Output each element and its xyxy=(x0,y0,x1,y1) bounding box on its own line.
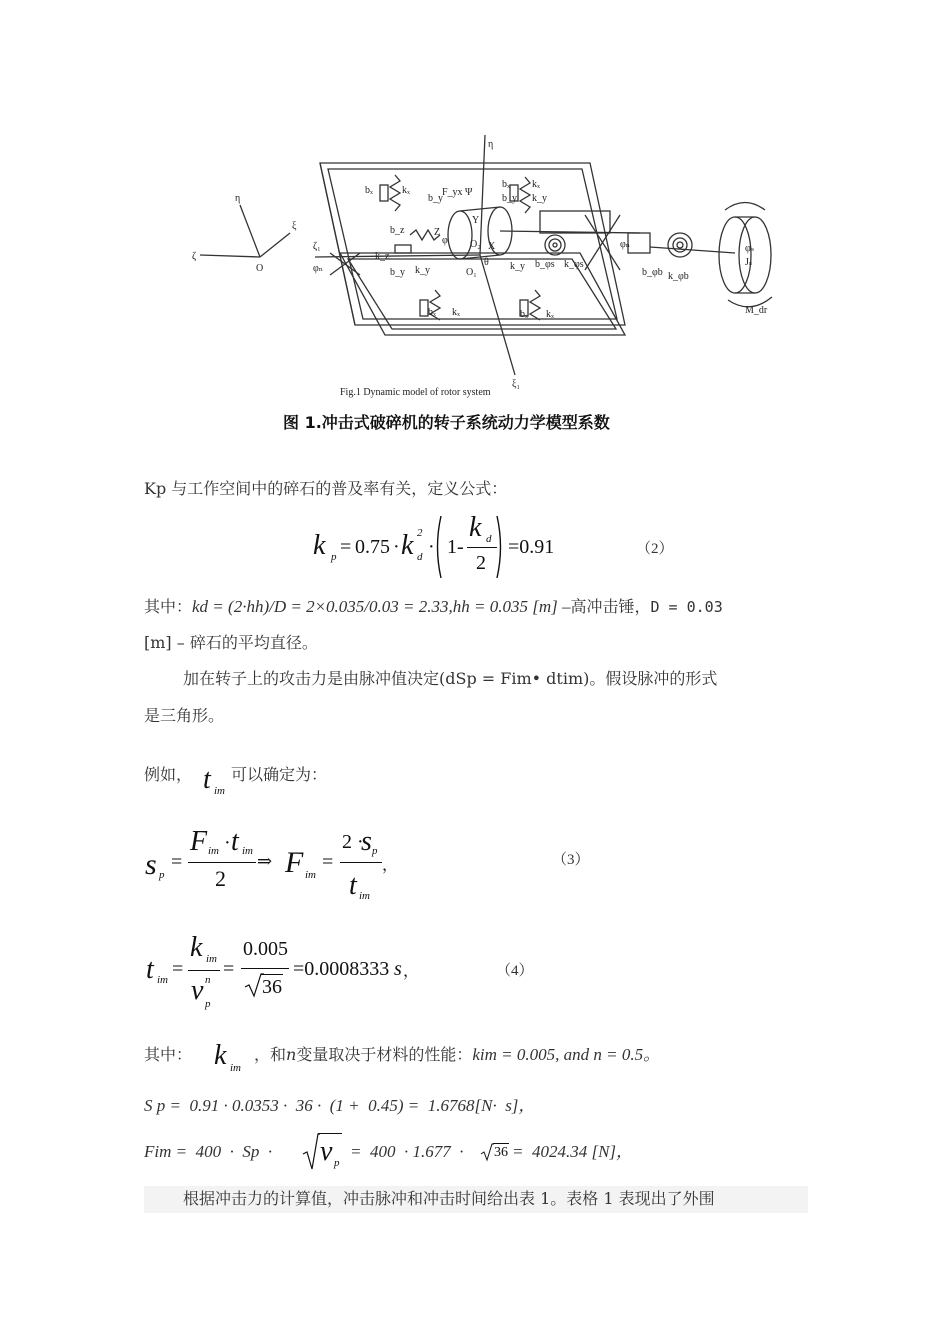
paragraph-kp-definition: Kp 与工作空间中的碎石的普及率有关，定义公式： xyxy=(144,479,508,498)
figure-cropped-caption: Fig.1 Dynamic model of rotor system xyxy=(340,387,491,398)
svg-text:ξ₁: ξ₁ xyxy=(512,379,520,390)
eq2-number: （2） xyxy=(636,541,674,557)
svg-text:kₓ: kₓ xyxy=(532,179,540,190)
para7-sqrt36-bar xyxy=(493,1143,509,1144)
svg-text:b_y: b_y xyxy=(502,193,517,204)
svg-text:ζ: ζ xyxy=(192,251,197,262)
svg-text:Jₛ: Jₛ xyxy=(745,257,753,268)
eq2-k: k xyxy=(313,530,326,561)
para5-mid: ，和 xyxy=(254,1045,287,1064)
para4-t: t xyxy=(203,764,211,795)
eq2-result: =0.91 xyxy=(508,536,555,558)
svg-text:M_dr: M_dr xyxy=(745,305,768,316)
svg-text:kₓ: kₓ xyxy=(546,309,554,320)
para5-n: n xyxy=(286,1045,297,1064)
eq4-comma: ， xyxy=(403,963,420,980)
svg-text:O₂: O₂ xyxy=(470,239,481,250)
para2-d-eq: D = 0.03 xyxy=(650,598,723,616)
paragraph-material-vars xyxy=(254,1045,660,1065)
eq3-F2-sub: im xyxy=(305,869,316,881)
eq4-eq2: = xyxy=(223,958,235,980)
eq4-result: =0.0008333 xyxy=(293,958,390,980)
paragraph-impulse-line1: 加在转子上的攻击力是由脉冲值决定(dSp = Fim• dtim)。假设脉冲的形式 xyxy=(183,669,718,688)
para7-sqrt36-sign xyxy=(480,1142,494,1162)
eq2-one-minus: 1- xyxy=(447,536,464,558)
eq4-k: k xyxy=(190,932,203,963)
para7-sqrt-bar xyxy=(318,1133,342,1134)
eq3-frac2-t: t xyxy=(349,870,357,901)
eq2-sub-p: p xyxy=(331,551,337,563)
eq2-frac-den: 2 xyxy=(476,552,486,574)
svg-text:φ: φ xyxy=(442,235,448,246)
svg-text:kₓ: kₓ xyxy=(402,185,410,196)
eq4-t: t xyxy=(146,954,154,985)
eq2-right-paren xyxy=(494,514,506,580)
eq3-dot: · xyxy=(224,832,231,854)
eq3-frac2-sub-p: p xyxy=(372,845,378,857)
para7-v-sub: p xyxy=(334,1157,340,1169)
para4-suffix: 可以确定为： xyxy=(231,765,328,784)
para2-hh-desc: 高冲击锤， xyxy=(570,597,651,616)
paragraph-where-kd xyxy=(144,597,723,617)
eq4-sqrt-sign xyxy=(244,972,264,998)
paragraph-for-example xyxy=(144,765,192,785)
eq3-F: F xyxy=(190,826,208,857)
figure-rotor-model xyxy=(180,125,780,398)
eq3-sub-p: p xyxy=(159,869,165,881)
rotor-dynamics-diagram xyxy=(180,125,780,398)
eq2-eq: = xyxy=(340,536,352,558)
eq3-eq2: = xyxy=(322,851,334,873)
eq3-t-sub: im xyxy=(242,845,253,857)
svg-text:b_y: b_y xyxy=(390,267,405,278)
svg-text:k_z: k_z xyxy=(375,251,390,262)
eq4-sqrt-bar xyxy=(261,974,283,975)
figure-caption: 图 1.冲击式破碎机的转子系统动力学模型系数 xyxy=(283,413,610,432)
svg-text:Y: Y xyxy=(472,215,480,226)
para7-prefix: Fim = 400 · Sp · xyxy=(144,1142,273,1161)
eq2-kd: k xyxy=(401,530,414,561)
eq2-coef: 0.75 xyxy=(355,536,390,558)
para7-suffix: = 4024.34 [N]， xyxy=(512,1142,634,1161)
svg-text:k_φb: k_φb xyxy=(668,271,689,282)
svg-text:X: X xyxy=(488,241,496,252)
svg-text:ζ₁: ζ₁ xyxy=(313,241,321,252)
eq4-k-sub: im xyxy=(206,953,217,965)
eq3-s: s xyxy=(145,848,157,881)
svg-text:θ: θ xyxy=(484,257,489,268)
eq2-dot: · xyxy=(393,536,400,558)
svg-text:bₓ: bₓ xyxy=(502,179,510,190)
para2-prefix: 其中： xyxy=(144,597,193,616)
svg-text:η: η xyxy=(488,139,494,150)
para5-rest: 变量取决于材料的性能： xyxy=(296,1045,473,1064)
eq3-frac2-t-sub: im xyxy=(359,890,370,902)
paragraph-where-kd-line2: [m] – 碎石的平均直径。 xyxy=(144,633,318,652)
eq3-arrow: ⇒ xyxy=(257,851,273,871)
para7-sqrt36: 36 xyxy=(494,1145,508,1160)
svg-text:b_y: b_y xyxy=(428,193,443,204)
eq3-frac2-num: 2 · xyxy=(342,831,364,853)
para2-kd-eq: kd = (2·hh)/D = 2×0.035/0.03 = 2.33, xyxy=(192,597,453,616)
para5-k: k xyxy=(214,1040,227,1071)
eq3-F2: F xyxy=(285,846,304,879)
eq3-eq1: = xyxy=(171,851,183,873)
eq3-t: t xyxy=(231,826,239,857)
svg-text:kₓ: kₓ xyxy=(452,307,460,318)
eq4-t-sub: im xyxy=(157,974,168,986)
eq4-v-sup-n: n xyxy=(205,974,211,986)
eq4-eq1: = xyxy=(172,958,184,980)
svg-text:ξ: ξ xyxy=(292,221,297,232)
svg-text:φₙ: φₙ xyxy=(313,263,324,274)
svg-text:k_y: k_y xyxy=(510,261,525,272)
svg-text:O₁: O₁ xyxy=(466,267,477,278)
svg-text:b_φs: b_φs xyxy=(535,259,555,270)
eq3-number: （3） xyxy=(552,852,590,868)
paragraph-sp-calc: S p = 0.91 · 0.0353 · 36 · (1 + 0.45) = 1.6768[N· s]， xyxy=(144,1096,536,1115)
svg-text:b_z: b_z xyxy=(390,225,405,236)
eq4-v-sub-p: p xyxy=(205,998,211,1010)
para4-im: im xyxy=(214,785,225,797)
eq3-frac2-s: s xyxy=(361,826,372,857)
eq2-frac-sub-d: d xyxy=(486,533,492,545)
eq3-F-sub: im xyxy=(208,845,219,857)
para7-sqrt-sign xyxy=(302,1132,320,1172)
svg-text:φₙ: φₙ xyxy=(620,239,631,250)
eq3-frac2-line xyxy=(340,862,382,863)
para5-kim: kim = 0.005, and xyxy=(472,1045,594,1064)
para7-mid: = 400 · 1.677 · xyxy=(350,1142,464,1161)
eq2-sup-2: 2 xyxy=(417,527,423,539)
para5-k-sub: im xyxy=(230,1062,241,1074)
eq3-comma: ， xyxy=(382,857,399,874)
paragraph-table-intro: 根据冲击力的计算值，冲击脉冲和冲击时间给出表 1。表格 1 表现出了外围 xyxy=(183,1189,715,1208)
svg-text:bₓ: bₓ xyxy=(428,307,436,318)
eq4-v: v xyxy=(191,975,204,1006)
svg-text:k_y: k_y xyxy=(415,265,430,276)
para5-n-eq: n = 0.5。 xyxy=(593,1045,661,1064)
para7-v: v xyxy=(320,1136,333,1167)
svg-text:bₓ: bₓ xyxy=(365,185,373,196)
svg-text:Z: Z xyxy=(434,227,441,238)
svg-text:φₛ: φₛ xyxy=(745,243,755,254)
svg-text:bₓ: bₓ xyxy=(520,309,528,320)
eq3-frac1-line xyxy=(188,862,256,863)
eq4-s: s xyxy=(394,958,402,980)
eq4-frac2-line xyxy=(241,968,289,969)
svg-text:k_φs: k_φs xyxy=(564,259,584,270)
svg-text:η: η xyxy=(235,193,241,204)
para5-prefix: 其中： xyxy=(144,1045,193,1064)
eq4-num005: 0.005 xyxy=(243,938,288,960)
eq4-frac1-line xyxy=(188,970,220,971)
para4-prefix: 例如， xyxy=(144,765,193,784)
eq2-left-paren xyxy=(432,514,444,580)
eq2-sub-d: d xyxy=(417,551,423,563)
svg-text:k_y: k_y xyxy=(532,193,547,204)
para2-hh-eq: hh = 0.035 [m] – xyxy=(452,597,571,616)
eq2-dot2: · xyxy=(428,536,435,558)
svg-text:F_yx Ψ: F_yx Ψ xyxy=(442,187,473,198)
svg-text:b_φb: b_φb xyxy=(642,267,663,278)
eq3-frac1-den: 2 xyxy=(215,866,226,891)
eq2-frac-k: k xyxy=(469,512,482,543)
svg-text:O: O xyxy=(256,263,264,274)
eq4-sqrt36: 36 xyxy=(262,976,282,998)
eq2-frac-line xyxy=(467,547,497,548)
eq4-number: （4） xyxy=(496,963,534,979)
paragraph-impulse-line2: 是三角形。 xyxy=(144,706,225,725)
